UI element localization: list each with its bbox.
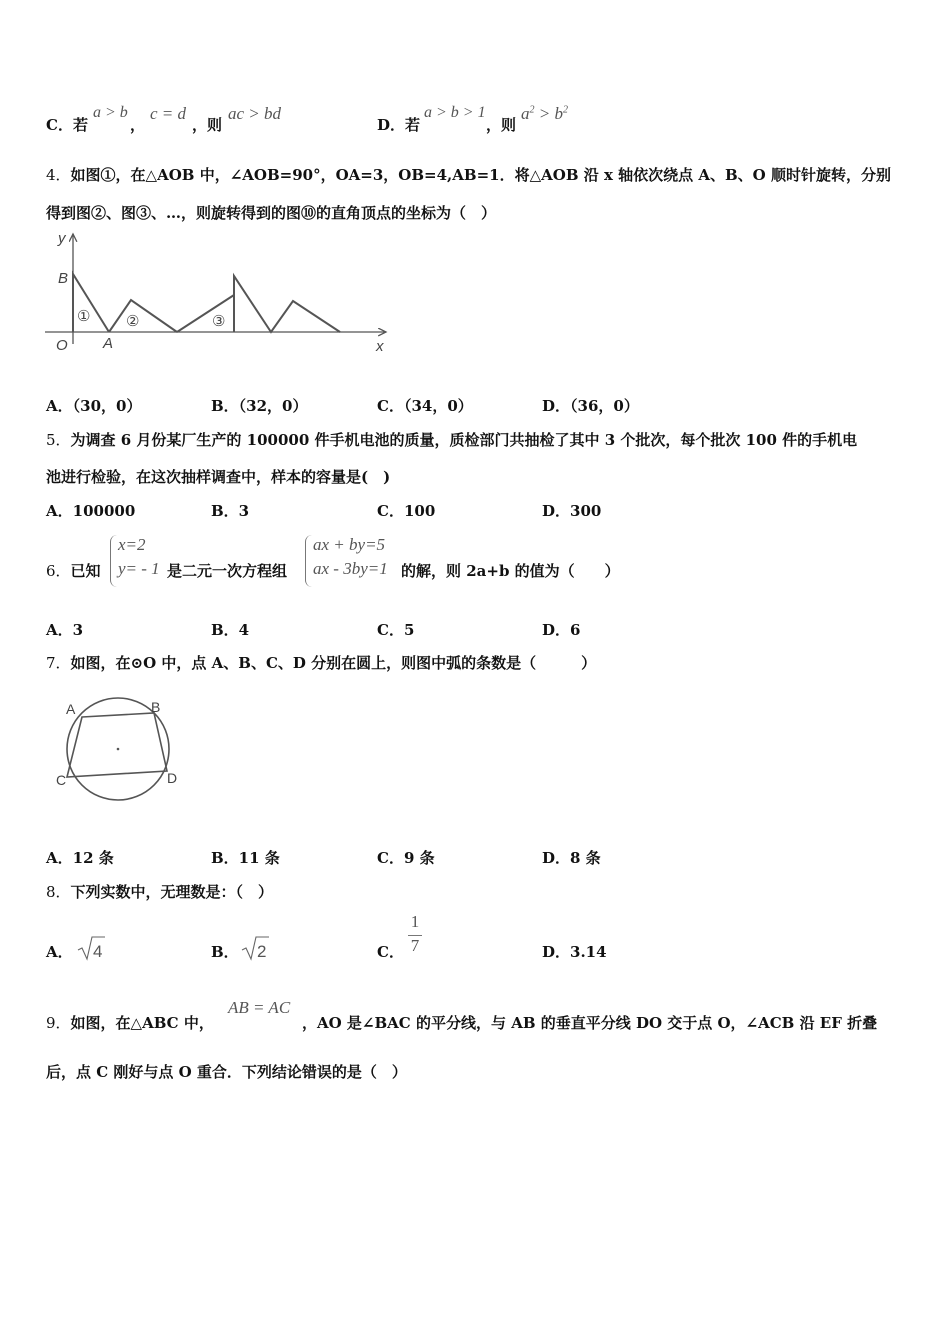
q4-option-a[interactable]: A．（30，0） — [46, 397, 142, 415]
q5-line2: 池进行检验，在这次抽样调查中，样本的容量是( ) — [46, 468, 391, 486]
q3-d-base: a — [521, 104, 530, 123]
q3-d-exp1: 2 — [529, 104, 535, 116]
q8-b-value: 2 — [257, 942, 267, 961]
q8-line — [46, 881, 273, 902]
q5-text1: 为调查 6 月份某厂生产的 100000 件手机电池的质量，质检部门共抽检了其中 3 个批次，每个批次 100 件的手机电 — [70, 431, 858, 449]
q4-label-3: ③ — [212, 313, 226, 330]
q7-label-a: A — [66, 701, 76, 717]
q3-d-cond: a > b > 1 — [424, 104, 486, 121]
q8-a-label: A． — [46, 943, 73, 961]
q4-option-b[interactable]: B．（32，0） — [211, 397, 308, 415]
q3-c-sep: ， — [130, 116, 146, 134]
q6-option-c[interactable]: C．5 — [377, 621, 415, 639]
q7-quadrilateral — [67, 713, 167, 777]
q6-text-b: 是二元一次方程组 — [167, 562, 288, 580]
q4-label-1: ① — [77, 308, 91, 325]
q7-line — [46, 652, 596, 673]
q6-sys2-eq2: ax - 3by=1 — [313, 559, 388, 578]
q4-x-label: x — [376, 338, 384, 355]
q8-number: 8． — [46, 883, 71, 901]
q7-option-a[interactable]: A．12 条 — [46, 849, 114, 867]
q3-c-label: C．若 — [46, 116, 88, 134]
q3-d-exp2: 2 — [562, 104, 568, 116]
q9-line1-lead — [46, 1012, 214, 1033]
q4-line1 — [46, 164, 891, 185]
q8-b-sqrt-icon — [240, 934, 270, 962]
q6-sys2-eq1: ax + by=5 — [313, 535, 386, 554]
q6-number: 6． — [46, 562, 71, 580]
q5-option-d[interactable]: D．300 — [542, 502, 602, 520]
q4-triangle-rest — [234, 276, 340, 332]
q9-text-a: 如图，在△ABC 中， — [70, 1014, 214, 1032]
q6-brace-2 — [305, 535, 312, 587]
q3-d-mid: > b — [534, 104, 563, 123]
q8-text: 下列实数中，无理数是：（ ） — [70, 883, 274, 901]
q6-text-c: 的解，则 2a+b 的值为（ ） — [401, 562, 620, 580]
q7-option-b[interactable]: B．11 条 — [211, 849, 280, 867]
q4-number: 4． — [46, 166, 71, 184]
q4-triangle-2 — [109, 300, 177, 332]
q4-figure — [40, 226, 400, 358]
q9-line2: 后，点 C 刚好与点 O 重合．下列结论错误的是（ ） — [46, 1063, 407, 1081]
q5-option-a[interactable]: A．100000 — [46, 502, 136, 520]
q4-text1: 如图①，在△AOB 中，∠AOB=90°，OA=3，OB=4,AB=1．将△AOB 沿 x 轴依次绕点 A、B、O 顺时针旋转，分别 — [70, 166, 891, 184]
q8-c-numerator: 1 — [410, 912, 420, 931]
q8-c-label: C． — [377, 943, 404, 961]
q8-c-denominator: 7 — [410, 936, 420, 955]
q3-d-then: ，则 — [486, 116, 517, 134]
q7-label-b: B — [151, 699, 161, 715]
q8-option-d[interactable]: D．3.14 — [542, 943, 607, 961]
q6-brace-1 — [110, 535, 117, 587]
q9-math: AB = AC — [228, 998, 291, 1017]
q3-option-c[interactable] — [46, 114, 88, 135]
q5-number: 5． — [46, 431, 71, 449]
q8-option-c[interactable] — [377, 941, 404, 962]
q8-c-fraction — [406, 912, 424, 956]
q8-a-value: 4 — [93, 942, 103, 961]
q6-sys1-eq2: y= - 1 — [118, 559, 160, 578]
q8-option-b[interactable] — [211, 941, 239, 962]
q7-center-dot — [117, 748, 120, 751]
q3-c-cond1: a > b — [93, 104, 128, 121]
q8-b-label: B． — [211, 943, 239, 961]
q3-option-d[interactable] — [377, 114, 420, 135]
q6-system-1 — [118, 533, 160, 581]
q4-option-c[interactable]: C．（34，0） — [377, 397, 473, 415]
q3-d-concl — [521, 104, 568, 124]
q8-a-sqrt-icon — [76, 934, 106, 962]
q4-option-d[interactable]: D．（36，0） — [542, 397, 639, 415]
q7-number: 7． — [46, 654, 71, 672]
q7-option-d[interactable]: D．8 条 — [542, 849, 601, 867]
q3-d-label: D．若 — [377, 116, 421, 134]
q6-sys1-eq1: x=2 — [118, 535, 146, 554]
q7-option-c[interactable]: C．9 条 — [377, 849, 435, 867]
q6-option-a[interactable]: A．3 — [46, 621, 84, 639]
q4-label-o: O — [56, 337, 68, 354]
q5-option-b[interactable]: B．3 — [211, 502, 250, 520]
q5-option-c[interactable]: C．100 — [377, 502, 436, 520]
q7-figure — [50, 692, 190, 812]
q4-y-label: y — [58, 230, 66, 247]
q4-label-b: B — [58, 270, 69, 287]
q3-c-cond2: c = d — [150, 104, 187, 123]
q6-lead — [46, 560, 101, 581]
q4-label-a: A — [103, 335, 114, 352]
q6-text-a: 已知 — [70, 562, 101, 580]
q3-c-concl: ac > bd — [228, 104, 282, 123]
q6-option-d[interactable]: D．6 — [542, 621, 581, 639]
q3-c-then: ，则 — [192, 116, 223, 134]
q9-number: 9． — [46, 1014, 71, 1032]
q6-option-b[interactable]: B．4 — [211, 621, 250, 639]
q4-label-2: ② — [126, 313, 140, 330]
q6-system-2 — [313, 533, 388, 581]
q7-label-d: D — [167, 770, 178, 786]
q7-label-c: C — [56, 772, 67, 788]
q8-option-a[interactable] — [46, 941, 73, 962]
q5-line1 — [46, 429, 857, 450]
q9-text-b: ，AO 是∠BAC 的平分线，与 AB 的垂直平分线 DO 交于点 O，∠ACB 沿 EF 折叠 — [302, 1014, 878, 1032]
q4-line2: 得到图②、图③、…，则旋转得到的图⑩的直角顶点的坐标为（ ） — [46, 204, 497, 222]
q7-text: 如图，在⊙O 中，点 A、B、C、D 分别在圆上，则图中弧的条数是（ ） — [70, 654, 597, 672]
